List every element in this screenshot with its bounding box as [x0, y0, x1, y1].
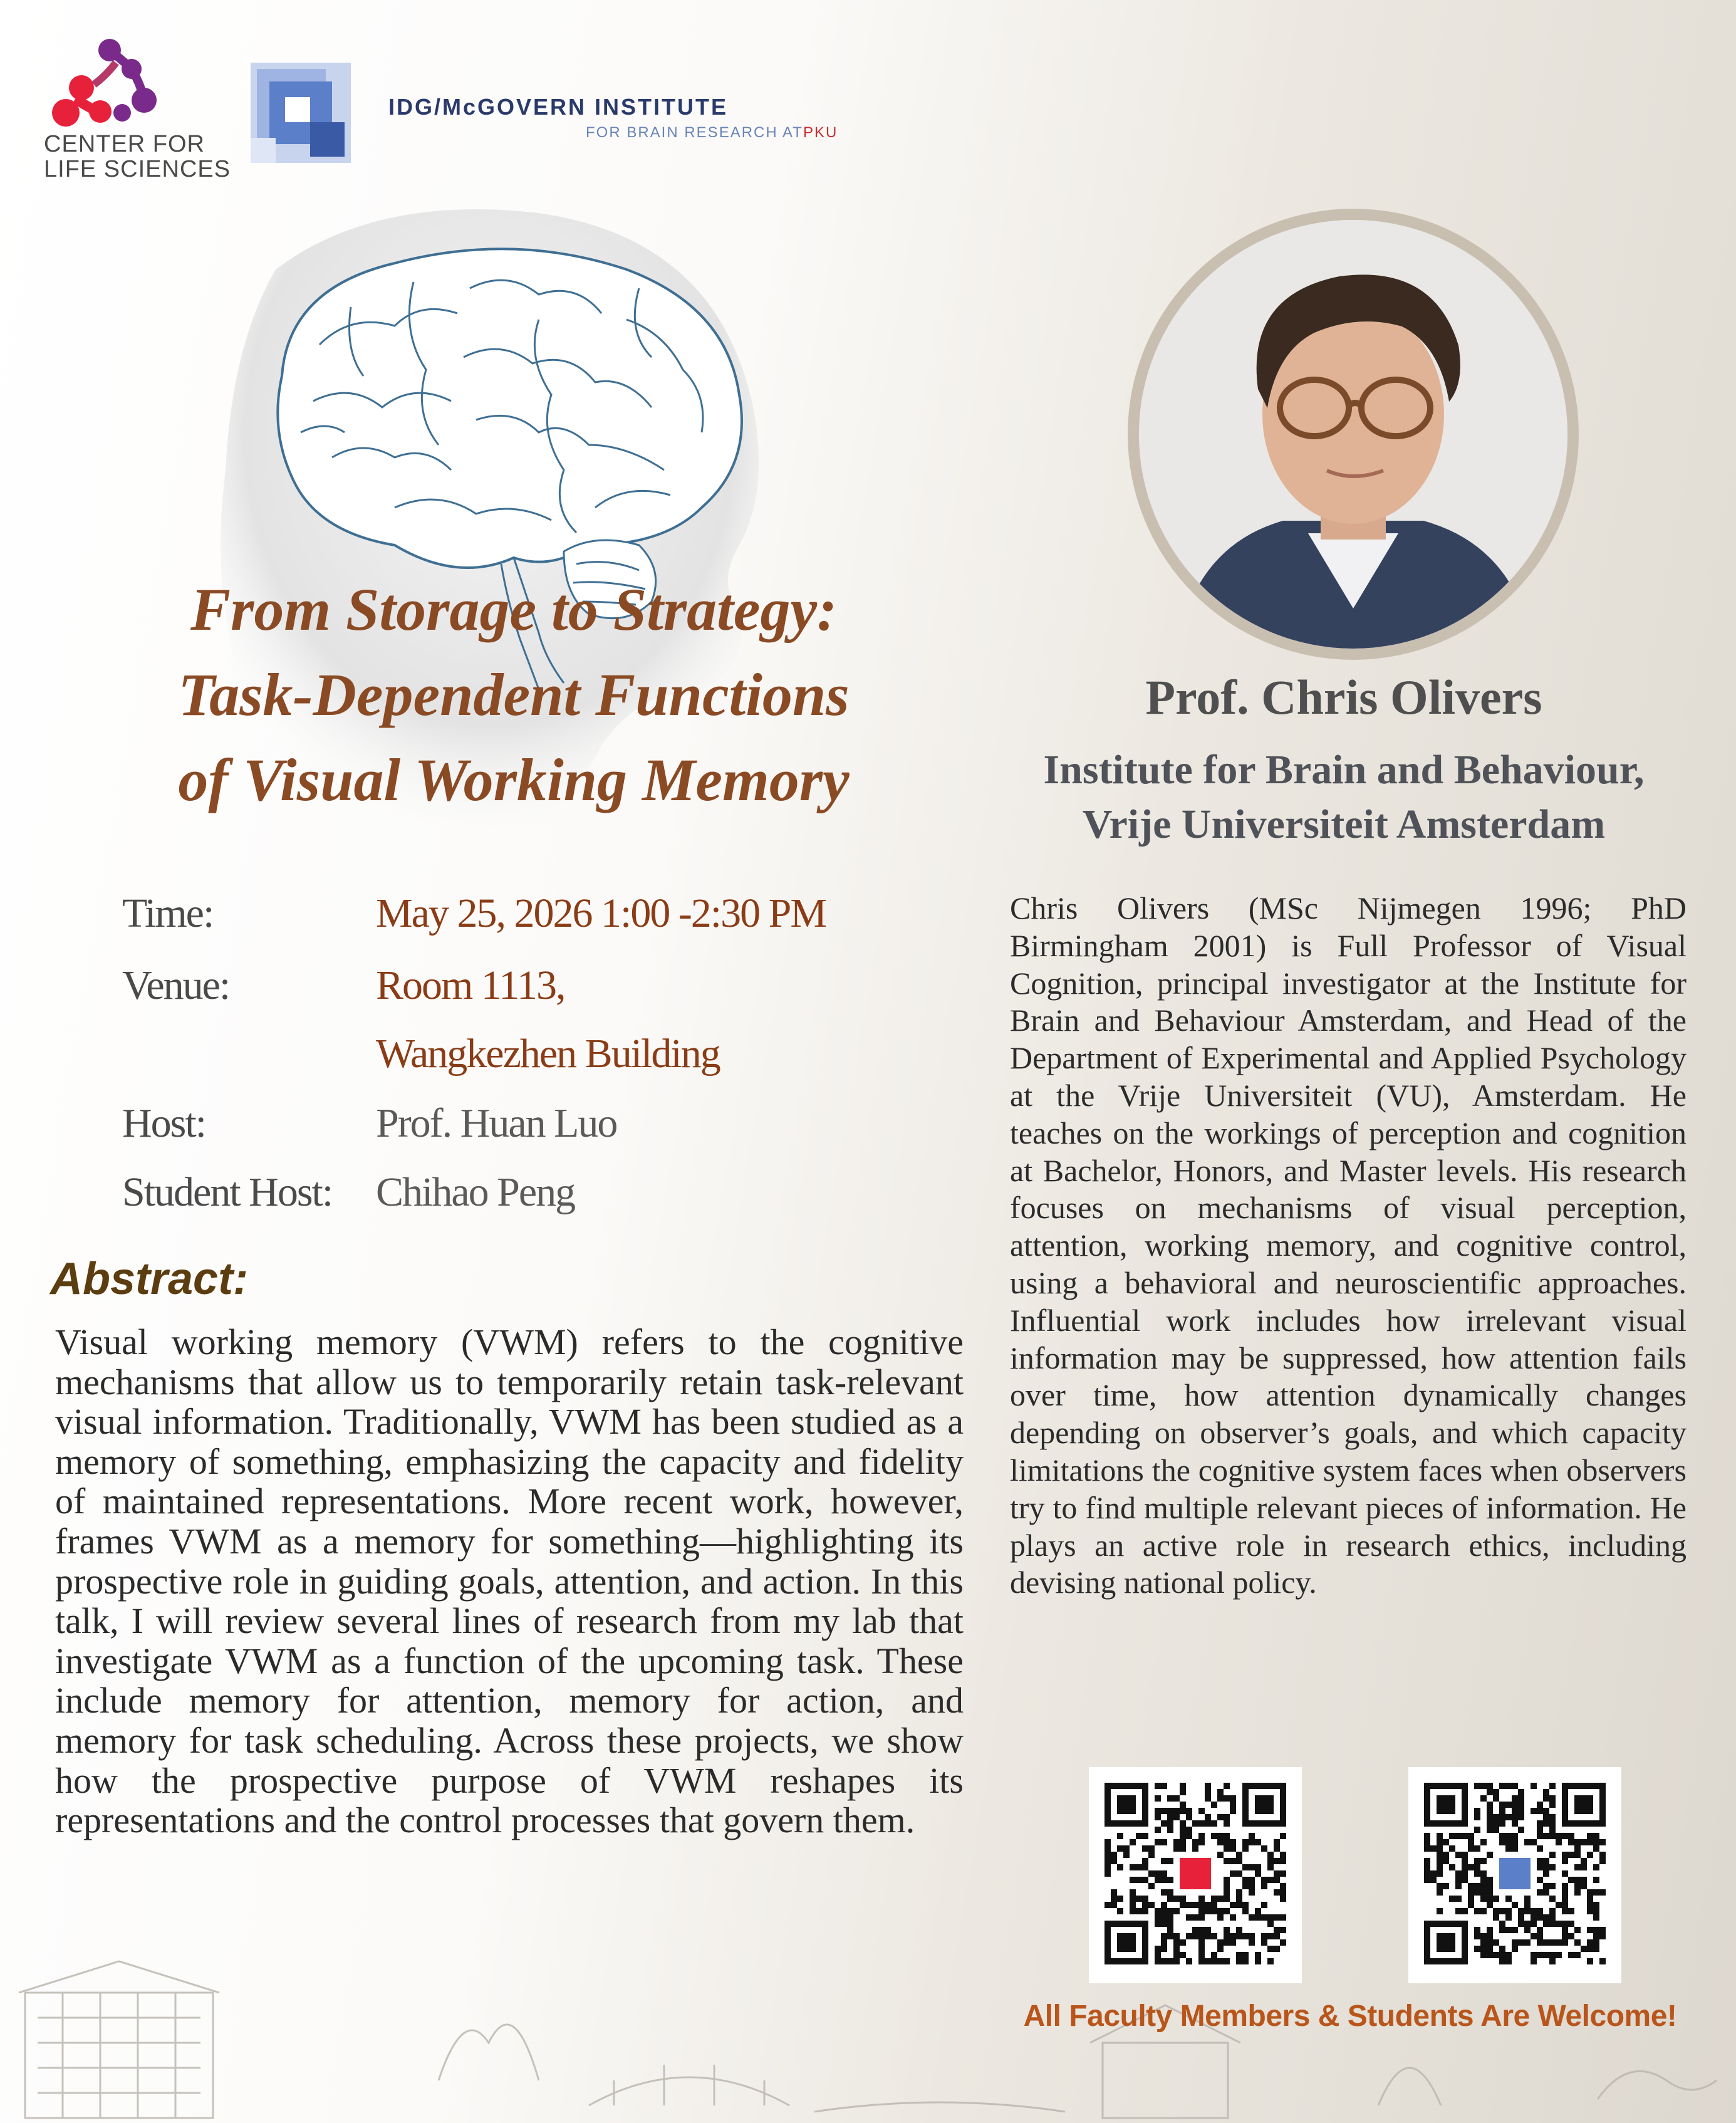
- host-value: Prof. Huan Luo: [376, 1100, 617, 1146]
- idg-mcgovern-logo: [251, 63, 351, 163]
- student-host-value: Chihao Peng: [376, 1169, 575, 1215]
- qr-pattern-right: [1408, 1767, 1621, 1983]
- talk-title: [63, 567, 965, 823]
- talk-title-line1: From Storage to Strategy:: [190, 576, 838, 643]
- qr-pattern-left: [1089, 1767, 1302, 1983]
- venue-label: Venue:: [122, 962, 230, 1008]
- institute-subtitle-text: FOR BRAIN RESEARCH AT: [586, 124, 803, 141]
- speaker-affiliation: [990, 743, 1698, 852]
- venue-value-line1: Room 1113,: [376, 962, 565, 1008]
- qr-code-center-life-sciences[interactable]: [1089, 1767, 1302, 1983]
- talk-title-line2: Task-Dependent Functions: [178, 661, 850, 728]
- campus-skyline-illustration: [0, 1955, 1736, 2123]
- speaker-affiliation-line1: Institute for Brain and Behaviour,: [1043, 747, 1645, 793]
- qr-code-idg-mcgovern[interactable]: [1408, 1767, 1621, 1983]
- institute-name: IDG/McGOVERN INSTITUTE: [388, 94, 729, 120]
- venue-value-line2: Wangkezhen Building: [376, 1031, 720, 1077]
- cls-logo-text: [44, 132, 231, 182]
- speaker-bio: Chris Olivers (MSc Nijmegen 1996; PhD Birmingham 2001) is Full Professor of Visual Cognition, principal investigator at the Institute for Brain and Behaviour Amsterdam, and Head of the Department of Experimental and Applied Psychology at the Vrije Universiteit (VU), Amsterdam. He teaches on the workings of perception and cognition at Bachelor, Honors, and Master levels. His research focuses on mechanisms of visual perception, attention, working memory, and cognitive control, using a behavioral and neuroscientific approaches. Influential work includes how irrelevant visual information may be suppressed, how attention fails over time, how attention dynamically changes depending on observer’s goals, and which capacity limitations the cognitive system faces when observers try to find multiple relevant pieces of information. He plays an active role in research ethics, including devising national policy.: [1010, 890, 1687, 1600]
- cls-logo-text-line1: CENTER FOR: [44, 131, 205, 157]
- institute-subtitle: [586, 124, 838, 142]
- time-value: May 25, 2026 1:00 -2:30 PM: [376, 890, 826, 936]
- welcome-message: All Faculty Members & Students Are Welcome!: [1023, 2000, 1677, 2033]
- speaker-portrait: [1139, 220, 1567, 649]
- abstract-text: Visual working memory (VWM) refers to the cognitive mechanisms that allow us to temporarily retain task-relevant visual information. Traditionally, VWM has been studied as a memory of something, emphasizing the capacity and fidelity of maintained representations. More recent work, however, frames VWM as a memory for something—highlighting its prospective role in guiding goals, attention, and action. In this talk, I will review several lines of research from my lab that investigate VWM as a function of the upcoming task. These include memory for attention, memory for action, and memory for task scheduling. Across these projects, we show how the prospective purpose of VWM reshapes its representations and the control processes that govern them.: [55, 1322, 964, 1841]
- speaker-name: Prof. Chris Olivers: [1145, 670, 1542, 724]
- host-label: Host:: [122, 1100, 206, 1146]
- cls-logo-text-line2: LIFE SCIENCES: [44, 156, 231, 182]
- talk-title-line3: of Visual Working Memory: [178, 746, 850, 813]
- institute-subtitle-pku: PKU: [803, 124, 838, 141]
- time-label: Time:: [122, 890, 214, 936]
- speaker-photo-illustration: [1139, 220, 1567, 649]
- abstract-heading: Abstract:: [50, 1254, 249, 1304]
- student-host-label: Student Host:: [122, 1169, 333, 1215]
- speaker-affiliation-line2: Vrije Universiteit Amsterdam: [1082, 801, 1606, 847]
